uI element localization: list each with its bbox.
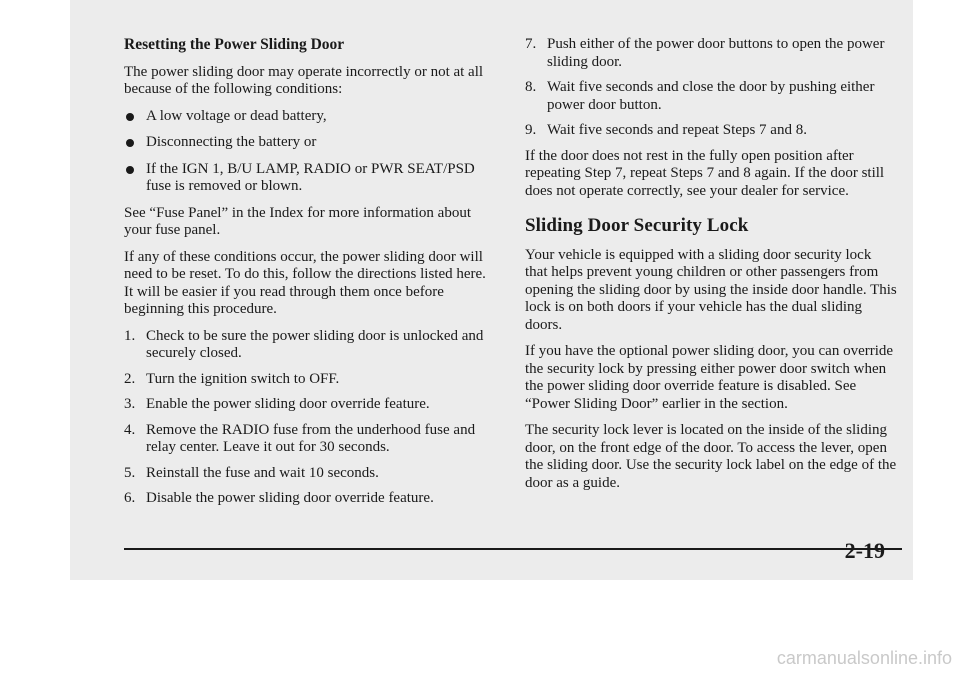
step-item: 9. Wait five seconds and repeat Steps 7 and 8.: [525, 122, 807, 138]
step-item: 3. Enable the power sliding door override feature.: [124, 396, 430, 412]
security-paragraph-1: Your vehicle is equipped with a sliding door security lock that helps prevent young children or other passengers from opening the sliding door by using the inside door handle. This lock is on both doors if your vehicle has the dual sliding doors.: [525, 246, 897, 333]
step-item: 2. Turn the ignition switch to OFF.: [124, 370, 340, 387]
security-paragraph-2: If you have the optional power sliding door, you can override the security lock by pressing either power door switch when the power sliding door override feature is disabled. See “Power Sliding Door” earlier in the section.: [525, 343, 894, 412]
list-item: A low voltage or dead battery,: [124, 108, 492, 126]
security-paragraph-3: The security lock lever is located on the inside of the sliding door, on the front edge of the door. To access the lever, open the sliding door. Use the security lock label on the edge of the door as a guide.: [525, 422, 897, 491]
footer-rule: [124, 548, 902, 550]
bullet-icon: [126, 113, 134, 121]
step-item: 6. Disable the power sliding door override feature.: [124, 490, 434, 506]
step-item: 8. Wait five seconds and close the door by pushing either power door button.: [525, 79, 875, 113]
step-item: 4. Remove the RADIO fuse from the underhood fuse and relay center. Leave it out for 30 seconds.: [124, 421, 476, 455]
section-title: Sliding Door Security Lock: [525, 215, 749, 236]
intro-paragraph: The power sliding door may operate incorrectly or not at all because of the following conditions:: [124, 63, 484, 97]
fuse-panel-note: See “Fuse Panel” in the Index for more information about your fuse panel.: [124, 204, 471, 238]
reset-note: If any of these conditions occur, the power sliding door will need to be reset. To do this, follow the directions listed here. It will be easier if you read through them once before beginning this procedure.: [124, 248, 486, 317]
conditions-list: [124, 108, 492, 196]
bullet-icon: [126, 139, 134, 147]
list-item: If the IGN 1, B/U LAMP, RADIO or PWR SEAT/PSD fuse is removed or blown.: [124, 161, 492, 196]
step-item: 7. Push either of the power door buttons to open the power sliding door.: [525, 36, 885, 70]
step-item: 5. Reinstall the fuse and wait 10 seconds.: [124, 464, 379, 481]
manual-page: [70, 0, 913, 580]
step-item: 1. Check to be sure the power sliding door is unlocked and securely closed.: [124, 327, 484, 361]
steps-list-right: [525, 36, 897, 140]
left-column: [124, 36, 492, 516]
page-number: 2-19: [844, 538, 885, 563]
bullet-icon: [126, 166, 134, 174]
right-column: [525, 36, 897, 501]
list-item: Disconnecting the battery or: [124, 134, 492, 152]
repeat-note: If the door does not rest in the fully open position after repeating Step 7, repeat Steps 7 and 8 again. If the door still does not operate correctly, see your dealer for service.: [525, 147, 885, 199]
bottom-watermark: carmanualsonline.info: [776, 648, 952, 668]
steps-list-left: [124, 328, 492, 508]
section-heading: Resetting the Power Sliding Door: [124, 36, 345, 53]
